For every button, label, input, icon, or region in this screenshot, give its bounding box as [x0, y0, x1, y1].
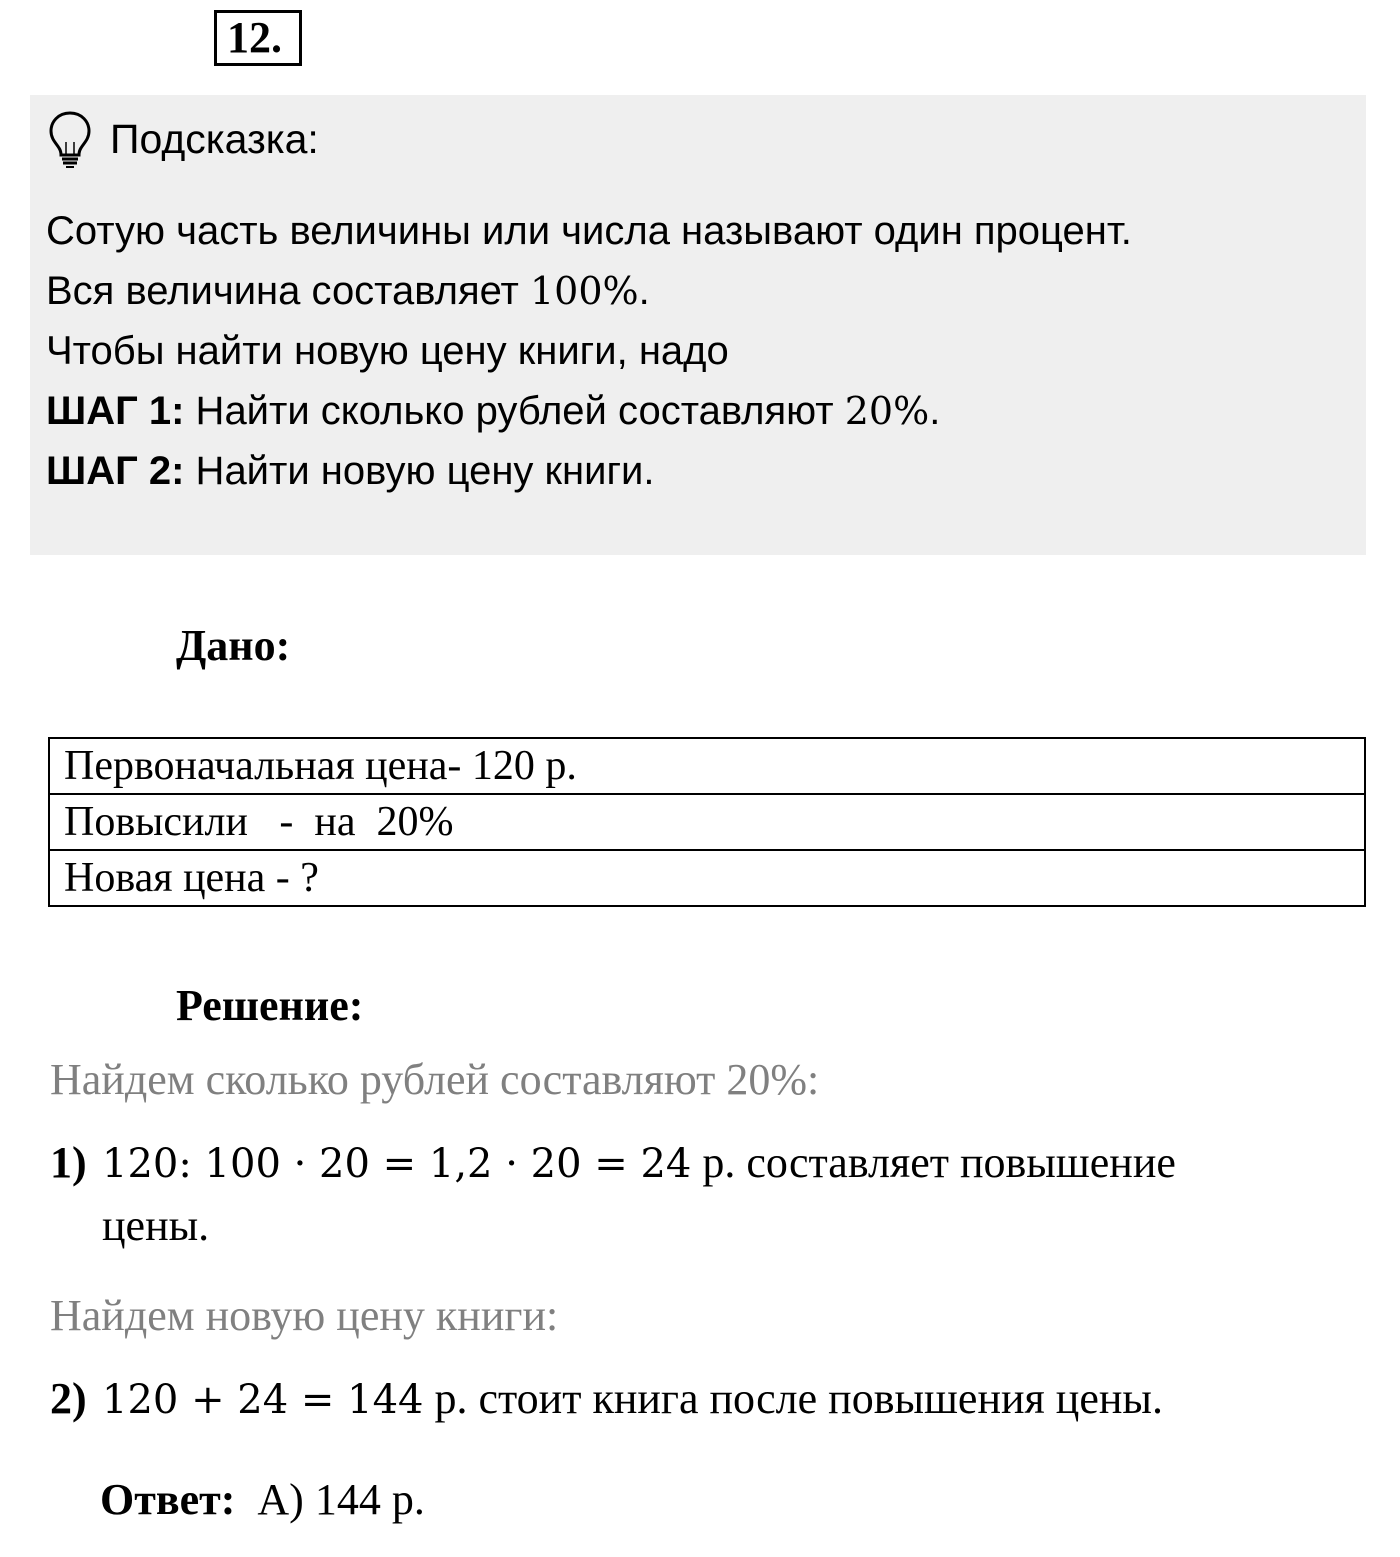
table-row [49, 738, 1365, 794]
hint-line-2-text: Вся величина составляет [46, 269, 530, 313]
given-title: Дано: [176, 621, 291, 670]
hint-step-2 [46, 441, 1132, 501]
solution-find-1: Найдем сколько рублей составляют 20%: [50, 1055, 820, 1104]
table-row [49, 794, 1365, 850]
hint-line-2-number: 100% [529, 269, 639, 313]
given-table [48, 737, 1366, 907]
solution-step-1 [50, 1132, 1176, 1257]
hint-line-2 [46, 261, 1132, 321]
hint-step-1-text: Найти сколько рублей составляют [184, 389, 845, 433]
answer-label: Ответ: [100, 1475, 236, 1524]
step-2-math: 120 + 24 = 144 [102, 1377, 424, 1423]
given-row-new-price: Новая цена - ? [49, 850, 1365, 906]
step-1-math: 120: 100 · 20 = 1,2 · 20 = 24 [102, 1141, 692, 1187]
step-1-continuation: цены. [102, 1201, 210, 1250]
solution-find-2: Найдем новую цену книги: [50, 1291, 559, 1340]
hint-text [46, 201, 1132, 501]
hint-step-1-number: 20% [844, 389, 930, 433]
given-row-original-price: Первоначальная цена- 120 р. [49, 738, 1365, 794]
step-2-text: р. стоит книга после повышения цены. [423, 1374, 1163, 1423]
hint-step-1-end: . [929, 389, 941, 433]
hint-line-3: Чтобы найти новую цену книги, надо [46, 329, 729, 373]
step-1-marker: 1) [50, 1138, 87, 1187]
solution-title: Решение: [176, 981, 364, 1030]
lightbulb-icon [46, 110, 94, 168]
solution-step-2 [50, 1368, 1163, 1431]
hint-step-2-label: ШАГ 2: [46, 449, 185, 493]
given-row-increase: Повысили - на 20% [49, 794, 1365, 850]
hint-step-2-text: Найти новую цену книги. [184, 449, 655, 493]
task-number: 12. [214, 10, 302, 66]
hint-line-2-end: . [638, 269, 650, 313]
step-1-text: р. составляет повышение [691, 1138, 1176, 1187]
table-row [49, 850, 1365, 906]
hint-line-1: Сотую часть величины или числа называют один процент. [46, 209, 1132, 253]
answer [100, 1472, 425, 1528]
hint-box [30, 95, 1366, 555]
hint-step-1-label: ШАГ 1: [46, 389, 185, 433]
hint-step-1 [46, 381, 1132, 441]
step-2-marker: 2) [50, 1374, 87, 1423]
answer-value: А) 144 р. [235, 1475, 425, 1524]
hint-title: Подсказка: [110, 116, 319, 162]
hint-header [46, 109, 319, 169]
